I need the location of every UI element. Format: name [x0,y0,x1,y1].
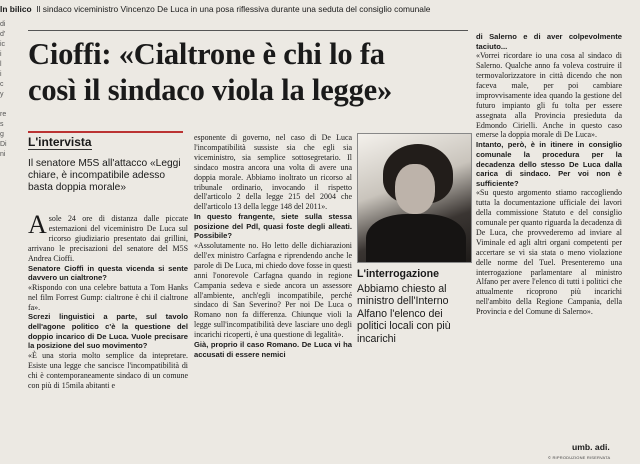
portrait-photo [357,133,472,263]
caption-text: Il sindaco viceministro Vincenzo De Luca in una posa riflessiva durante una seduta del consiglio comunale [36,4,431,14]
question: In questo frangente, siete sulla stessa posizione del Pdl, quasi foste degli alleati. Possibile? [194,212,352,241]
paragraph: «Vorrei ricordare io una cosa al sindaco di Salerno. Qualche anno fa voleva costruire il termovalorizzatore in città dicendo che non faceva male, per poi cambiare improvvisamente idea quando la gestione del futuro impianto gli fu tolta per essere assegnata alla Provincia presieduta da Edmondo Cirielli. Anche in questo caso emerse la doppia morale di De Luca». [476,51,622,140]
article-column-2 [194,133,352,359]
question: Senatore Cioffi in questa vicenda si sente davvero un cialtrone? [28,263,188,283]
copyright-notice: © RIPRODUZIONE RISERVATA [548,455,611,460]
question: Già, proprio il caso Romano. De Luca vi ha accusati di essere nemici [194,340,352,359]
left-edge-fragment: di d' ic i l i c y re s g Di ni [0,21,7,158]
paragraph: «È una storia molto semplice da intepretare. Esiste una legge che sancisce l'incompatibilità di chi è contemporaneamente sindaco di un comune con più di 15mila abitanti e [28,350,188,390]
paragraph: «Rispondo con una celebre battuta a Tom Hanks nel film Forrest Gump: cialtrone è chi il cialtrone fa». [28,282,188,312]
headline [28,36,468,108]
headline-line-1: Cioffi: «Cialtrone è chi lo fa [28,37,385,71]
signature: umb. adi. [572,442,610,452]
top-rule [28,30,468,31]
paragraph: «Su questo argomento stiamo raccogliendo tutta la documentazione ufficiale dei lavori della commissione Statuto e del consiglio comunale per quanto riguarda la decadenza di De Luca, che provvederemo ad inviare al Viminale ed agli altri organi competenti per accertare se vi sia stata o meno violazione delle norme del Tuel. Presenteremo una interrogazione parlamentare al ministro Alfano per avere l'elenco di tutti i politici che attualmente ricoprono più incarichi nell'ambito della Regione Campania, della Provincia e del Comune di Salerno». [476,188,622,317]
drop-cap: A [28,210,47,239]
caption-section: In bilico [0,4,32,14]
box-body: Abbiamo chiesto al ministro dell'Interno Alfano l'elenco dei politici locali con più incarichi [357,283,451,345]
box-title: L'interrogazione [357,268,439,280]
paragraph: Asole 24 ore di distanza dalle piccate esternazioni del viceministro De Luca sul ricorso giudiziario presentato dai grillini, arrivano le precisazioni del senatore del M5S Andrea Cioffi. [28,210,188,263]
headline-line-2: così il sindaco viola la legge» [28,73,393,107]
photo-caption-bar [0,0,640,18]
article-column-3 [476,32,622,317]
question: Screzi linguistici a parte, sul tavolo dell'agone politico c'è la questione del doppio incarico di De Luca. Vuole precisare la posizione del suo movimento? [28,312,188,351]
question: Intanto, però, è in itinere in consiglio comunale la procedura per la decadenza dello stesso De Luca dalla carica di sindaco. Per voi non è sufficiente? [476,140,622,188]
question: di Salerno e di aver colpevolmente taciuto... [476,32,622,51]
subheadline: Il senatore M5S all'attacco «Leggi chiare, è incompatibile adesso basta doppia morale» [28,158,181,193]
paragraph: «Assolutamente no. Ho letto delle dichiarazioni dell'ex ministro Carfagna e riprendendo anche le parole di De Luca, mi chiedo dove fosse in questi anni l'onorevole Carfagna quando in regione Campania sedeva e siede ancora un assessore all'ambiente, anch'egli incompatibile, perché sindaco di San Severino? Per noi De Luca o Romano non fa differenza. Chiunque violi la legge sull'incompatibilità deve lasciare uno degli incarichi ricoperti, è una questione di legalità». [194,241,352,340]
paragraph: esponente di governo, nel caso di De Luca l'incompatibilità sussiste sia che egli sia viceministro, sia semplice sottosegretario. Il sindaco mostra ancora una volta di avere una doppia morale. Abbiamo inoltrato un ricorso al tribunale ordinario, invocando il rispetto dell'articolo 2 della legge 215 del 2004 che dell'articolo 13 della legge 148 del 2011». [194,133,352,212]
section-label: L'intervista [28,131,183,153]
article-column-1 [28,210,188,390]
